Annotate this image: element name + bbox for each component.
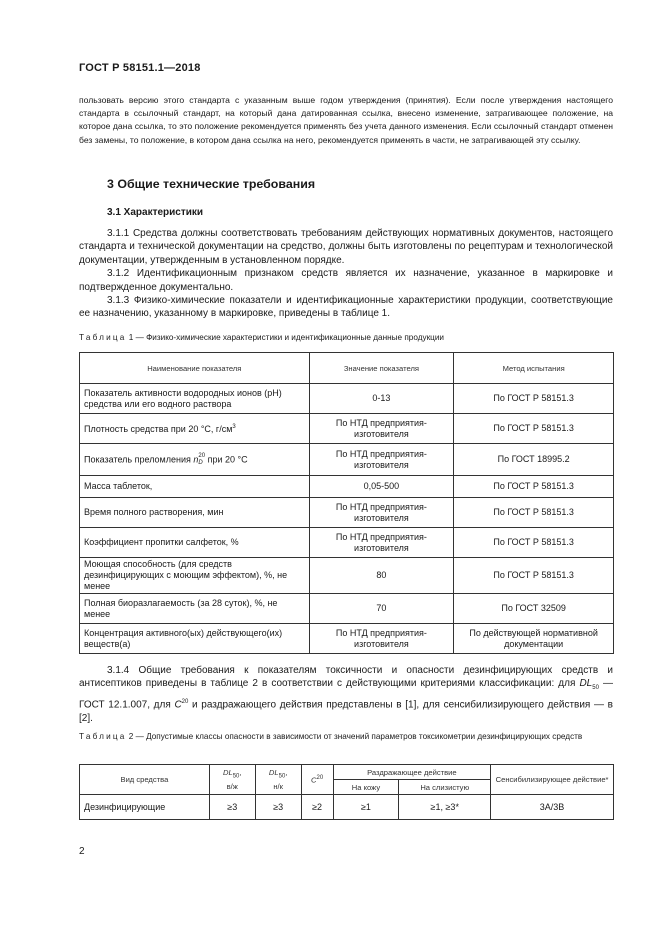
paragraph-3-1-4-text — [79, 664, 613, 725]
table-cell-method: По ГОСТ Р 58151.3 — [454, 414, 614, 444]
table2-caption-text: 2 — Допустимые классы опасности в зависимости от значений параметров токсикометрии дезинфицирующих средств — [126, 732, 583, 741]
table2-cell-dl-oral: ≥3 — [209, 795, 255, 820]
page-number: 2 — [79, 846, 85, 857]
paragraph-3-1-1: 3.1.1 Средства должны соответствовать требованиям действующих нормативных документов, настоящего стандарта и технической документации на средство, должны быть изготовлены по рецептурам и технологической документации, утвержденным в установленном порядке. — [79, 228, 613, 266]
table2-header-dl-skin: $DL_{50}$, н/к — [255, 765, 301, 795]
header-dl-sub: 50 — [278, 773, 286, 780]
table2-cell-c20: ≥2 — [301, 795, 333, 820]
table-cell-value: 80 — [309, 558, 454, 594]
table-row — [80, 498, 614, 528]
table-row — [80, 558, 614, 594]
document-code-header: ГОСТ Р 58151.1—2018 — [79, 62, 201, 74]
table-cell-method: По ГОСТ Р 58151.3 — [454, 476, 614, 498]
table1-caption-word: Таблица — [79, 333, 127, 342]
table-cell-name: Полная биоразлагаемость (за 28 суток), %, не менее — [80, 594, 310, 624]
table-cell-name: Время полного растворения, мин — [80, 498, 310, 528]
table2-header-row-1 — [80, 765, 614, 780]
table-cell-value: По НТД предприятия-изготовителя — [309, 624, 454, 654]
table-cell-value: По НТД предприятия-изготовителя — [309, 528, 454, 558]
table2-cell-dl-skin: ≥3 — [255, 795, 301, 820]
cell-sub: D — [198, 459, 203, 466]
table-cell-name: Концентрация активного(ых) действующего(их) веществ(а) — [80, 624, 310, 654]
table-row — [80, 476, 614, 498]
cell-sup: 3 — [232, 424, 236, 430]
p314-c: C — [174, 699, 182, 711]
table1-caption-text: 1 — Физико-химические характеристики и идентификационные данные продукции — [126, 333, 444, 342]
table-row — [80, 444, 614, 476]
table1 — [79, 352, 614, 654]
p314-part-a: 3.1.4 Общие требования к показателям токсичности и опасности дезинфицирующих средств и антисептиков приведены в таблице 2 в соответствии с действующими критериями классификации: для — [79, 665, 613, 690]
cell-text: Плотность средства при 20 °С, г/см — [84, 424, 233, 434]
p314-dl-sub: 50 — [592, 685, 599, 692]
table2-cell-mucosa: ≥1, ≥3* — [399, 795, 491, 820]
paragraph-3-1-3: 3.1.3 Физико-химические показатели и идентификационные характеристики продукции, соответствующие ее назначению, указанному в маркировке, приведены в таблице 1. — [79, 295, 613, 320]
header-c: C — [311, 775, 317, 785]
table-cell-value: По НТД предприятия-изготовителя — [309, 444, 454, 476]
cell-text-tail: при 20 °С — [205, 453, 248, 464]
header-dl-unit: в/ж — [226, 781, 238, 791]
header-c-sup: 20 — [316, 775, 324, 782]
table2-header-irritant: Раздражающее действие — [333, 765, 491, 780]
table1-caption — [79, 332, 444, 343]
table1-header-name: Наименование показателя — [80, 353, 310, 384]
table-cell-value: По НТД предприятия-изготовителя — [309, 498, 454, 528]
table1-header-method: Метод испытания — [454, 353, 614, 384]
p314-part-d: и раздражающего действия представлены в [1], для сенсибилизирующего действия — в [2]. — [79, 699, 613, 724]
table-cell-method: По ГОСТ Р 58151.3 — [454, 558, 614, 594]
table-cell-name — [80, 444, 310, 476]
table-cell-method: По ГОСТ Р 58151.3 — [454, 498, 614, 528]
table2 — [79, 764, 614, 820]
table2-header-c20 — [301, 765, 333, 795]
cell-italic: n — [193, 453, 199, 464]
table-cell-method: По ГОСТ 32509 — [454, 594, 614, 624]
subsection-title: 3.1 Характеристики — [107, 207, 204, 218]
table-cell-name — [80, 414, 310, 444]
table-cell-name: Масса таблеток, — [80, 476, 310, 498]
table-cell-method: По действующей нормативной документации — [454, 624, 614, 654]
table2-cell-type: Дезинфицирующие — [80, 795, 210, 820]
table-row — [80, 528, 614, 558]
table-row — [80, 624, 614, 654]
table2-caption — [79, 731, 613, 742]
table1-header-row — [80, 353, 614, 384]
header-dl: DL — [268, 768, 279, 778]
table-row — [80, 594, 614, 624]
cell-sup: 20 — [198, 452, 206, 459]
table1-header-value: Значение показателя — [309, 353, 454, 384]
table-cell-value: 0-13 — [309, 384, 454, 414]
table-cell-method: По ГОСТ 18995.2 — [454, 444, 614, 476]
table2-header-dl-oral: $DL_{50}$, в/ж — [209, 765, 255, 795]
header-dl-unit: н/к — [273, 781, 283, 791]
intro-text: пользовать версию этого стандарта с указанным выше годом утверждения (принятия). Если после утверждения настоящего стандарта в ссылочный стандарт, на который дана датированная ссылка, внесено изменение, затрагивающее положение, на которое дана ссылка, то это положение рекомендуется применять без учета данного изменения. Если ссылочный стандарт отменен без замены, то положение, в котором дана ссылка на него, рекомендуется применять в части, не затрагивающей эту ссылку. — [79, 95, 613, 145]
table-cell-value: По НТД предприятия-изготовителя — [309, 414, 454, 444]
section-title: 3 Общие технические требования — [107, 177, 316, 191]
paragraph-3-1-4 — [79, 664, 613, 725]
table-row — [80, 384, 614, 414]
table-row — [80, 414, 614, 444]
table2-header-mucosa: На слизистую — [399, 780, 491, 795]
paragraphs-311-313 — [79, 227, 613, 321]
paragraph-3-1-2: 3.1.2 Идентификационным признаком средств является их назначение, указанное в маркировке и подтвержденное документально. — [79, 268, 613, 293]
p314-part-b: — ГОСТ 12.1.007, для — [79, 678, 613, 711]
table2-header-sensitizing: Сенсибилизирующее действие* — [491, 765, 614, 795]
p314-c-sup: 20 — [181, 698, 189, 705]
table2-header-skin: На кожу — [333, 780, 399, 795]
table2-cell-sens: 3А/3В — [491, 795, 614, 820]
header-dl-sub: 50 — [232, 773, 240, 780]
table-cell-name: Коэффициент пропитки салфеток, % — [80, 528, 310, 558]
table-cell-name: Моющая способность (для средств дезинфицирующих с моющим эффектом), %, не менее — [80, 558, 310, 594]
p314-dl: DL — [579, 678, 593, 690]
table2-cell-skin: ≥1 — [333, 795, 399, 820]
intro-paragraph — [79, 94, 613, 147]
table-cell-value: 0,05-500 — [309, 476, 454, 498]
table2-caption-word: Таблица — [79, 732, 127, 741]
table-cell-method: По ГОСТ Р 58151.3 — [454, 528, 614, 558]
table2-header-type: Вид средства — [80, 765, 210, 795]
table-row — [80, 795, 614, 820]
cell-text: Показатель преломления — [84, 453, 194, 464]
table-cell-name: Показатель активности водородных ионов (pH) средства или его водного раствора — [80, 384, 310, 414]
header-dl: DL — [223, 768, 233, 778]
table-cell-method: По ГОСТ Р 58151.3 — [454, 384, 614, 414]
table-cell-value: 70 — [309, 594, 454, 624]
